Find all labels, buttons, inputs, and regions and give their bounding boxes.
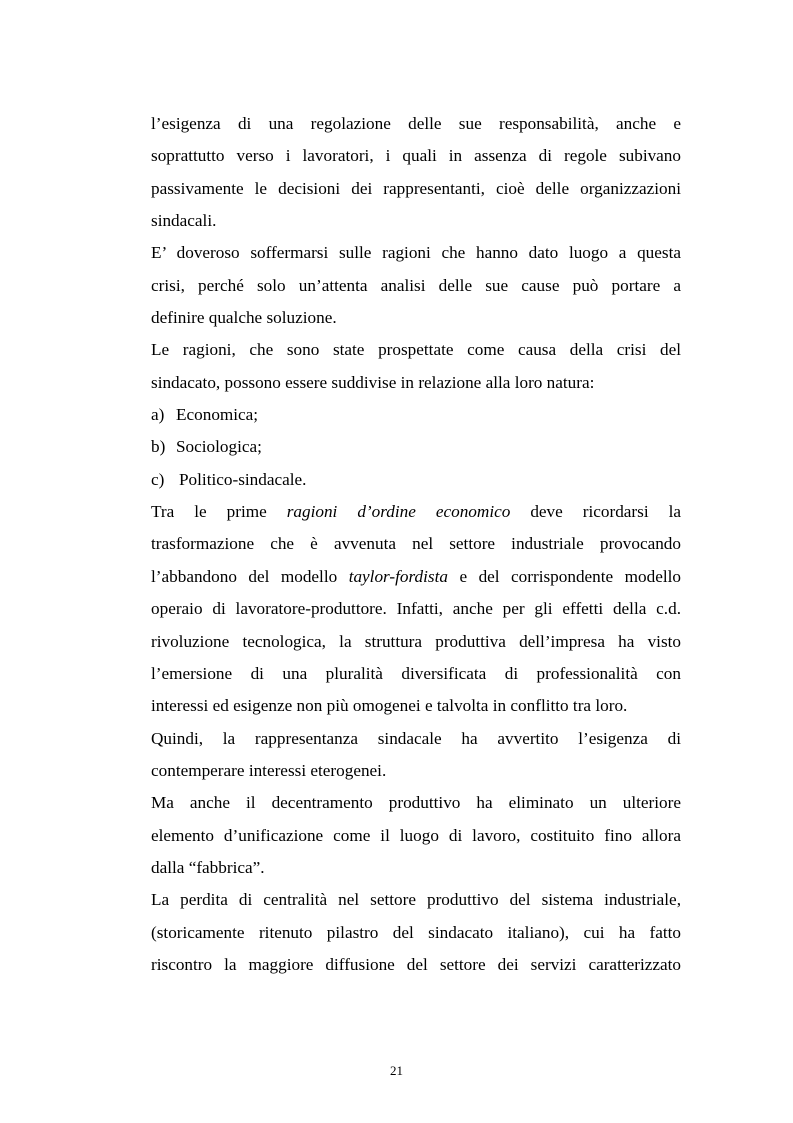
text-line: sindacato, possono essere suddivise in relazione alla loro natura: <box>151 372 595 392</box>
text-line: interessi ed esigenze non più omogenei e talvolta in conflitto tra loro. <box>151 696 628 716</box>
text-line <box>151 496 681 528</box>
text-line: riscontro la maggiore diffusione del settore dei servizi caratterizzato <box>151 954 681 974</box>
text-run: deve ricordarsi la <box>530 502 681 522</box>
text-line: definire qualche soluzione. <box>151 308 337 328</box>
text-line: La perdita di centralità nel settore produttivo del sistema industriale, <box>151 890 681 910</box>
text-line: Ma anche il decentramento produttivo ha eliminato un ulteriore <box>151 793 681 813</box>
text-line: sindacali. <box>151 211 217 231</box>
list-item-text: Economica; <box>176 405 259 425</box>
text-line: Le ragioni, che sono state prospettate come causa della crisi del <box>151 340 681 360</box>
list-marker: b) <box>151 437 166 457</box>
text-run: e del corrispondente modello <box>459 566 681 586</box>
text-line: trasformazione che è avvenuta nel settore industriale provocando <box>151 534 681 554</box>
text-line: l’emersione di una pluralità diversificata di professionalità con <box>151 663 681 683</box>
body-text <box>151 108 681 981</box>
text-line: E’ doveroso soffermarsi sulle ragioni che hanno dato luogo a questa <box>151 243 681 263</box>
list-item-text: Politico-sindacale. <box>179 469 307 489</box>
list-marker: c) <box>151 469 165 489</box>
text-line: l’esigenza di una regolazione delle sue responsabilità, anche e <box>151 114 681 133</box>
text-line: dalla “fabbrica”. <box>151 857 265 877</box>
list-item-text: Sociologica; <box>176 437 262 457</box>
text-line: soprattutto verso i lavoratori, i quali in assenza di regole subivano <box>151 146 681 166</box>
text-run: Tra le prime <box>151 502 287 522</box>
list-item <box>151 464 681 496</box>
emphasis-text: ragioni d’ordine economico <box>286 502 511 522</box>
text-line: operaio di lavoratore-produttore. Infatti, anche per gli effetti della c.d. <box>151 599 681 619</box>
list-marker: a) <box>151 405 165 425</box>
text-line: rivoluzione tecnologica, la struttura produttiva dell’impresa ha visto <box>151 631 681 651</box>
text-line: Quindi, la rappresentanza sindacale ha avvertito l’esigenza di <box>151 728 681 748</box>
text-run: l’abbandono del modello <box>151 566 349 586</box>
text-line: passivamente le decisioni dei rappresentanti, cioè delle organizzazioni <box>151 178 681 198</box>
text-line: crisi, perché solo un’attenta analisi delle sue cause può portare a <box>151 275 681 295</box>
text-line: elemento d’unificazione come il luogo di lavoro, costituito fino allora <box>151 825 681 845</box>
list-item <box>151 431 681 463</box>
text-line <box>151 561 681 593</box>
page-number: 21 <box>390 1063 403 1078</box>
text-line: (storicamente ritenuto pilastro del sindacato italiano), cui ha fatto <box>151 922 681 942</box>
list-item <box>151 399 681 431</box>
emphasis-text: taylor-fordista <box>348 566 448 586</box>
text-line: contemperare interessi eterogenei. <box>151 760 387 780</box>
